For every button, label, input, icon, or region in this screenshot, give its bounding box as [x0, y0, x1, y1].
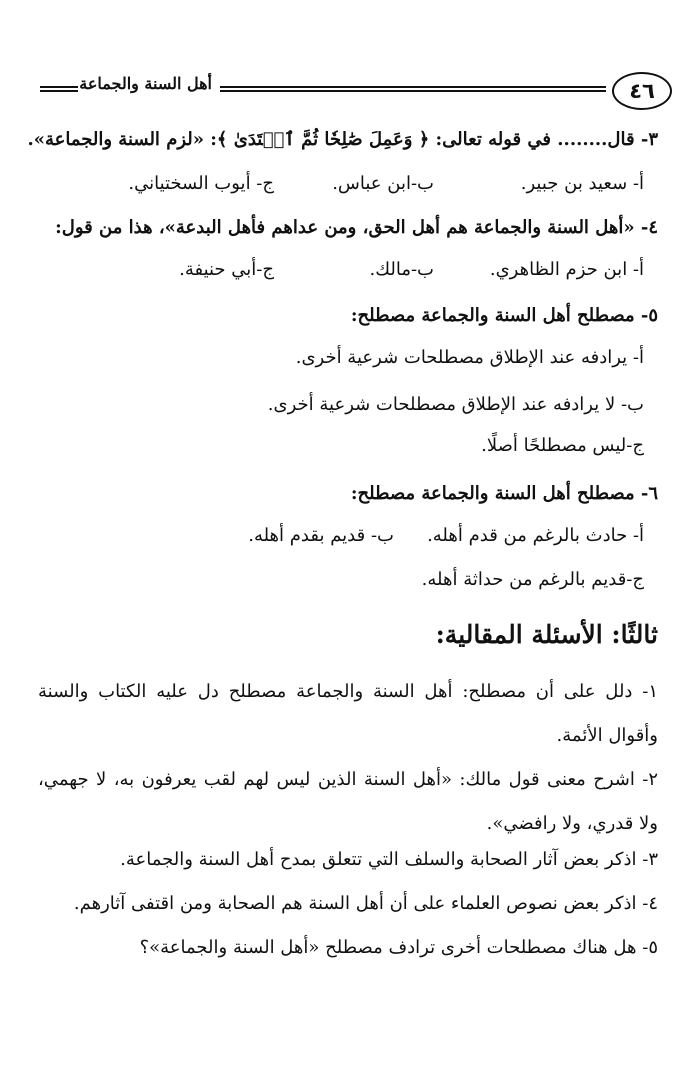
- essay-question-3: ٣- اذكر بعض آثار الصحابة والسلف التي تتعلق بمدح أهل السنة والجماعة.: [120, 849, 658, 870]
- option-b: ب- قديم بقدم أهله.: [248, 525, 394, 546]
- option-c: ج-أبي حنيفة.: [179, 259, 274, 280]
- page-number: ٤٦: [612, 72, 672, 110]
- option-a: أ- يرادفه عند الإطلاق مصطلحات شرعية أخرى.: [295, 347, 644, 368]
- essay-question-1: ١- دلل على أن مصطلح: أهل السنة والجماعة مصطلح دل عليه الكتاب والسنة وأقوال الأئمة.: [38, 681, 658, 746]
- option-a: أ- حادث بالرغم من قدم أهله.: [427, 525, 644, 546]
- running-title: أهل السنة والجماعة: [79, 74, 212, 93]
- essay-question-4: ٤- اذكر بعض نصوص العلماء على أن أهل السنة هم الصحابة ومن اقتفى آثارهم.: [73, 893, 658, 914]
- option-b: ب-ابن عباس.: [332, 173, 434, 194]
- option-b: ب- لا يرادفه عند الإطلاق مصطلحات شرعية أخرى.: [267, 394, 644, 415]
- header-rule: [220, 86, 606, 92]
- question-4-stem: ٤- «أهل السنة والجماعة هم أهل الحق، ومن عداهم فأهل البدعة»، هذا من قول:: [55, 217, 658, 238]
- essay-question-2: ٢- اشرح معنى قول مالك: «أهل السنة الذين ليس لهم لقب يعرفون به، لا جهمي، ولا قدري، ولا رافضي».: [38, 769, 658, 834]
- option-c: ج-قديم بالرغم من حداثة أهله.: [421, 569, 644, 590]
- option-b: ب-مالك.: [369, 259, 434, 280]
- question-6-stem: ٦- مصطلح أهل السنة والجماعة مصطلح:: [350, 483, 658, 504]
- option-c: ج-ليس مصطلحًا أصلًا.: [481, 435, 644, 456]
- question-4-options: [80, 256, 644, 286]
- essay-question-5: ٥- هل هناك مصطلحات أخرى ترادف مصطلح «أهل السنة والجماعة»؟: [139, 937, 658, 958]
- question-3-stem: ٣- قال........ في قوله تعالى: ﴿ وَعَمِلَ صَٰلِحٗا ثُمَّ ٱهۡتَدَىٰ ﴾: «لزم السنة والجماعة».: [27, 129, 658, 150]
- section-title: ثالثًا: الأسئلة المقالية:: [435, 620, 658, 649]
- option-a: أ- ابن حزم الظاهري.: [489, 259, 644, 280]
- option-a: أ- سعيد بن جبير.: [520, 173, 644, 194]
- header-rule-short: [40, 86, 78, 92]
- question-3-options: [80, 170, 644, 200]
- question-6-options: [80, 522, 644, 552]
- question-5-stem: ٥- مصطلح أهل السنة والجماعة مصطلح:: [350, 305, 658, 326]
- option-c: ج- أيوب السختياني.: [128, 173, 274, 194]
- page-header: [40, 72, 672, 112]
